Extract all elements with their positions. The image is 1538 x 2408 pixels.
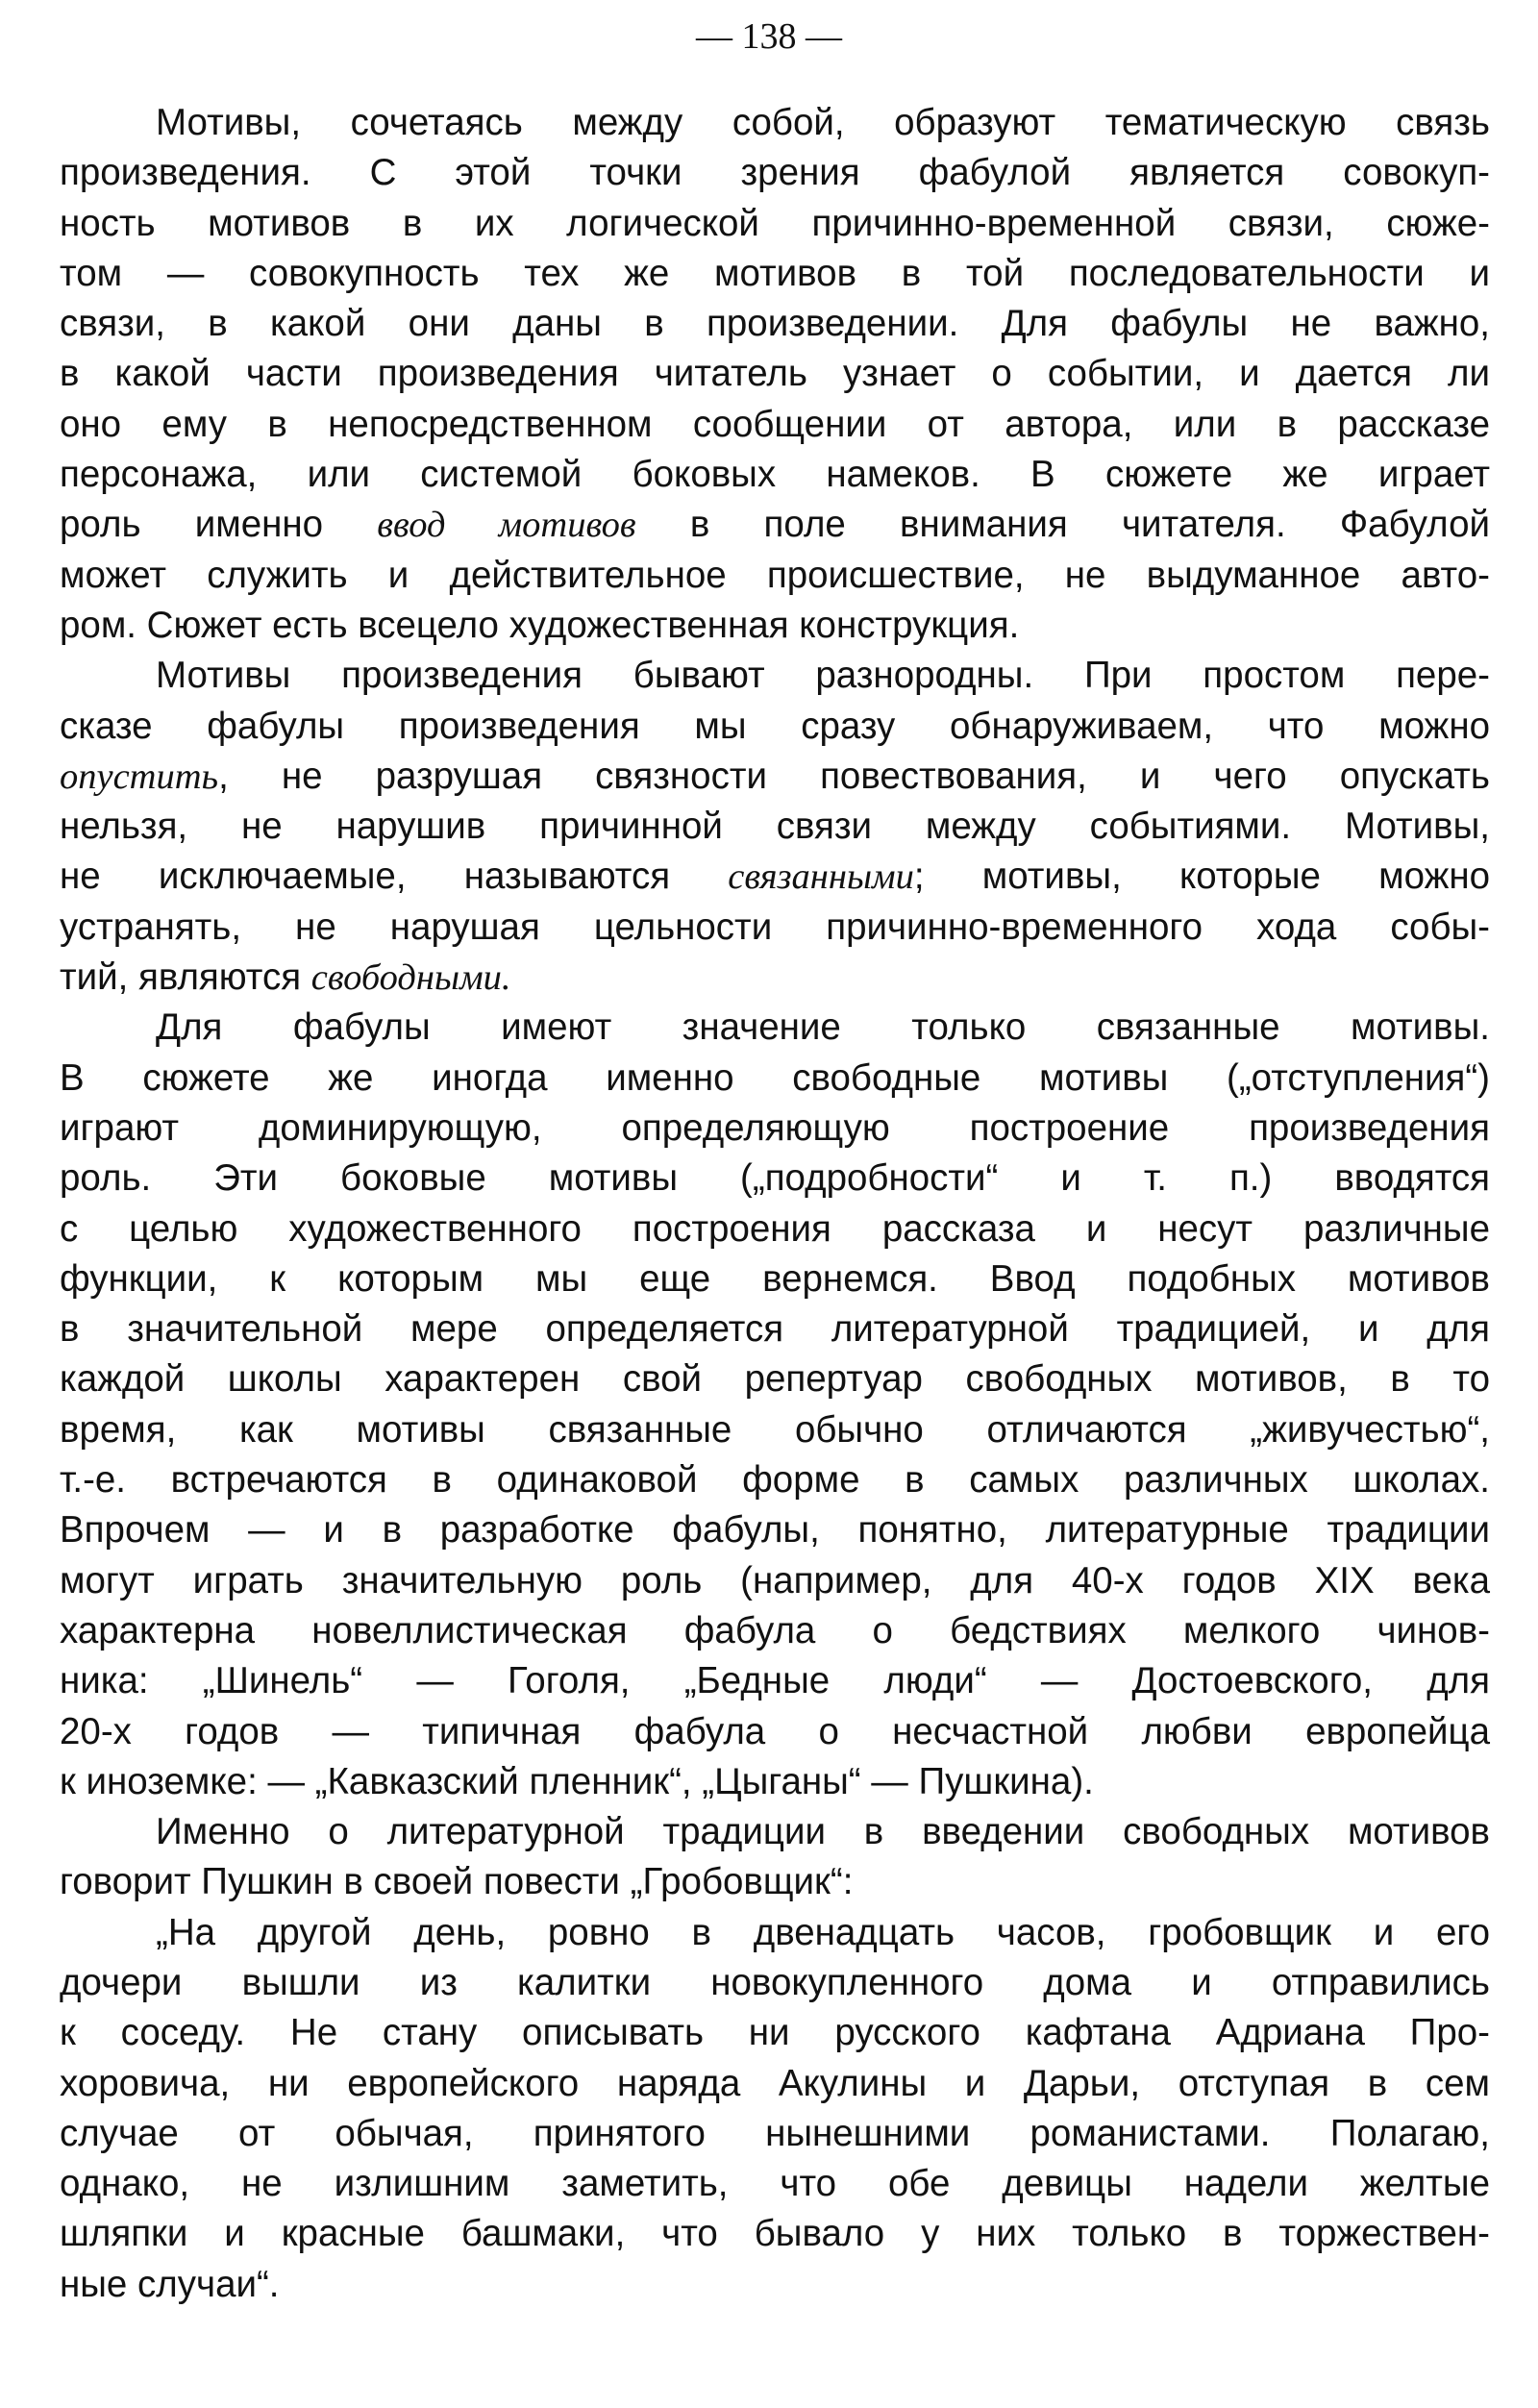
text-line: [60, 1304, 1490, 1354]
text-segment: с целью художественного построения рассказа и несут различные: [60, 1207, 1490, 1250]
text-segment: нельзя, не нарушив причинной связи между событиями. Мотивы,: [60, 806, 1490, 848]
text-line: [60, 1807, 1490, 1857]
text-line: [60, 752, 1490, 802]
text-line: [60, 702, 1490, 752]
text-line: [60, 953, 1490, 1003]
text-line: [60, 1556, 1490, 1606]
body-text: [60, 98, 1490, 2310]
text-segment: Именно о литературной традиции в введении свободных мотивов: [156, 1811, 1490, 1853]
text-segment: ные случаи“.: [60, 2263, 280, 2305]
text-segment: ность мотивов в их логической причинно-временной связи, сюже-: [60, 202, 1490, 244]
text-line: [60, 400, 1490, 450]
text-segment: , не разрушая связности повествования, и чего опускать: [218, 755, 1490, 797]
text-line: [60, 551, 1490, 601]
text-line: [60, 349, 1490, 399]
text-segment: время, как мотивы связанные обычно отличаются „живучестью“,: [60, 1408, 1490, 1451]
text-line: [60, 2059, 1490, 2109]
text-line: [60, 1354, 1490, 1404]
text-segment: том — совокупность тех же мотивов в той последовательности и: [60, 252, 1490, 294]
text-segment: роль. Эти боковые мотивы („подробности“ и т. п.) вводятся: [60, 1157, 1490, 1200]
text-segment: играют доминирующую, определяющую построение произведения: [60, 1106, 1490, 1149]
text-segment: к соседу. Не стану описывать ни русского кафтана Адриана Про-: [60, 2012, 1490, 2054]
text-segment: может служить и действительное происшествие, не выдуманное авто-: [60, 554, 1490, 596]
text-segment: роль именно: [60, 504, 378, 546]
text-segment: произведения. С этой точки зрения фабулой является совокуп-: [60, 152, 1490, 194]
text-line: [60, 1505, 1490, 1555]
text-line: [60, 1707, 1490, 1757]
text-segment: функции, к которым мы еще вернемся. Ввод подобных мотивов: [60, 1257, 1490, 1300]
italic-text: ввод мотивов: [377, 505, 636, 546]
text-segment: Мотивы, сочетаясь между собой, образуют тематическую связь: [156, 102, 1490, 143]
text-segment: В сюжете же иногда именно свободные мотивы („отступления“): [60, 1056, 1490, 1099]
text-segment: связи, в какой они даны в произведении. Для фабулы не важно,: [60, 303, 1490, 345]
text-segment: хоровича, ни европейского наряда Акулины и Дарьи, отступая в сем: [60, 2062, 1490, 2104]
text-line: [60, 903, 1490, 953]
text-line: [60, 299, 1490, 349]
text-line: [60, 852, 1490, 902]
text-segment: говорит Пушкин в своей повести „Гробовщик“:: [60, 1861, 854, 1903]
text-line: [60, 1455, 1490, 1505]
text-line: [60, 1003, 1490, 1053]
text-segment: могут играть значительную роль (например, для 40-х годов XIX века: [60, 1559, 1490, 1601]
text-segment: устранять, не нарушая цельности причинно-временного хода собы-: [60, 906, 1490, 948]
text-segment: оно ему в непосредственном сообщении от автора, или в рассказе: [60, 403, 1490, 445]
text-line: [60, 148, 1490, 198]
text-line: [60, 1204, 1490, 1254]
page-number: — 138 —: [696, 16, 842, 57]
text-line: [60, 2260, 1490, 2310]
text-segment: ; мотивы, которые можно: [913, 856, 1491, 898]
text-segment: к иноземке: — „Кавказский пленник“, „Цыганы“ — Пушкина).: [60, 1760, 1094, 1802]
text-segment: сказе фабулы произведения мы сразу обнаруживаем, что можно: [60, 705, 1490, 747]
text-line: [60, 1908, 1490, 1958]
text-line: [60, 1054, 1490, 1104]
text-segment: „На другой день, ровно в двенадцать часов, гробовщик и его: [156, 1911, 1490, 1953]
text-line: [60, 1405, 1490, 1455]
text-segment: каждой школы характерен свой репертуар свободных мотивов, в то: [60, 1358, 1490, 1401]
text-line: [60, 98, 1490, 148]
italic-text: связанными: [728, 856, 914, 898]
text-segment: ника: „Шинель“ — Гоголя, „Бедные люди“ — Достоевского, для: [60, 1660, 1490, 1702]
text-line: [60, 802, 1490, 852]
text-line: [60, 1958, 1490, 2008]
text-line: [60, 2159, 1490, 2209]
text-segment: Впрочем — и в разработке фабулы, понятно, литературные традиции: [60, 1509, 1490, 1552]
text-segment: в поле внимания читателя. Фабулой: [635, 504, 1490, 546]
text-line: [60, 1104, 1490, 1154]
italic-text: опустить: [60, 756, 219, 797]
text-segment: Для фабулы имеют значение только связанные мотивы.: [156, 1006, 1490, 1049]
text-segment: шляпки и красные башмаки, что бывало у них только в торжествен-: [60, 2213, 1490, 2255]
text-segment: 20-х годов — типичная фабула о несчастной любви европейца: [60, 1710, 1490, 1752]
text-line: [60, 249, 1490, 299]
text-line: [60, 2209, 1490, 2259]
text-line: [60, 1606, 1490, 1656]
text-line: [60, 500, 1490, 550]
text-line: [60, 601, 1490, 651]
italic-text: свободными.: [310, 957, 511, 999]
text-segment: персонажа, или системой боковых намеков. В сюжете же играет: [60, 454, 1490, 496]
text-line: [60, 2008, 1490, 2058]
text-line: [60, 450, 1490, 500]
text-line: [60, 651, 1490, 701]
text-segment: не исключаемые, называются: [60, 856, 729, 898]
text-segment: в какой части произведения читатель узнает о событии, и дается ли: [60, 353, 1490, 395]
text-line: [60, 1656, 1490, 1706]
text-segment: однако, не излишним заметить, что обе девицы надели желтые: [60, 2163, 1490, 2205]
text-segment: характерна новеллистическая фабула о бедствиях мелкого чинов-: [60, 1609, 1490, 1651]
text-segment: в значительной мере определяется литературной традицией, и для: [60, 1308, 1490, 1351]
text-segment: Мотивы произведения бывают разнородны. При простом пере-: [156, 655, 1490, 697]
text-segment: дочери вышли из калитки новокупленного дома и отправились: [60, 1961, 1490, 2003]
text-line: [60, 1757, 1490, 1807]
text-line: [60, 1254, 1490, 1304]
text-line: [60, 1154, 1490, 1204]
text-segment: т.-е. встречаются в одинаковой форме в самых различных школах.: [60, 1459, 1490, 1502]
text-segment: ром. Сюжет есть всецело художественная конструкция.: [60, 604, 1020, 646]
text-line: [60, 199, 1490, 249]
text-segment: случае от обычая, принятого нынешними романистами. Полагаю,: [60, 2112, 1490, 2154]
text-line: [60, 2109, 1490, 2159]
text-segment: тий, являются: [60, 956, 311, 999]
text-line: [60, 1857, 1490, 1907]
